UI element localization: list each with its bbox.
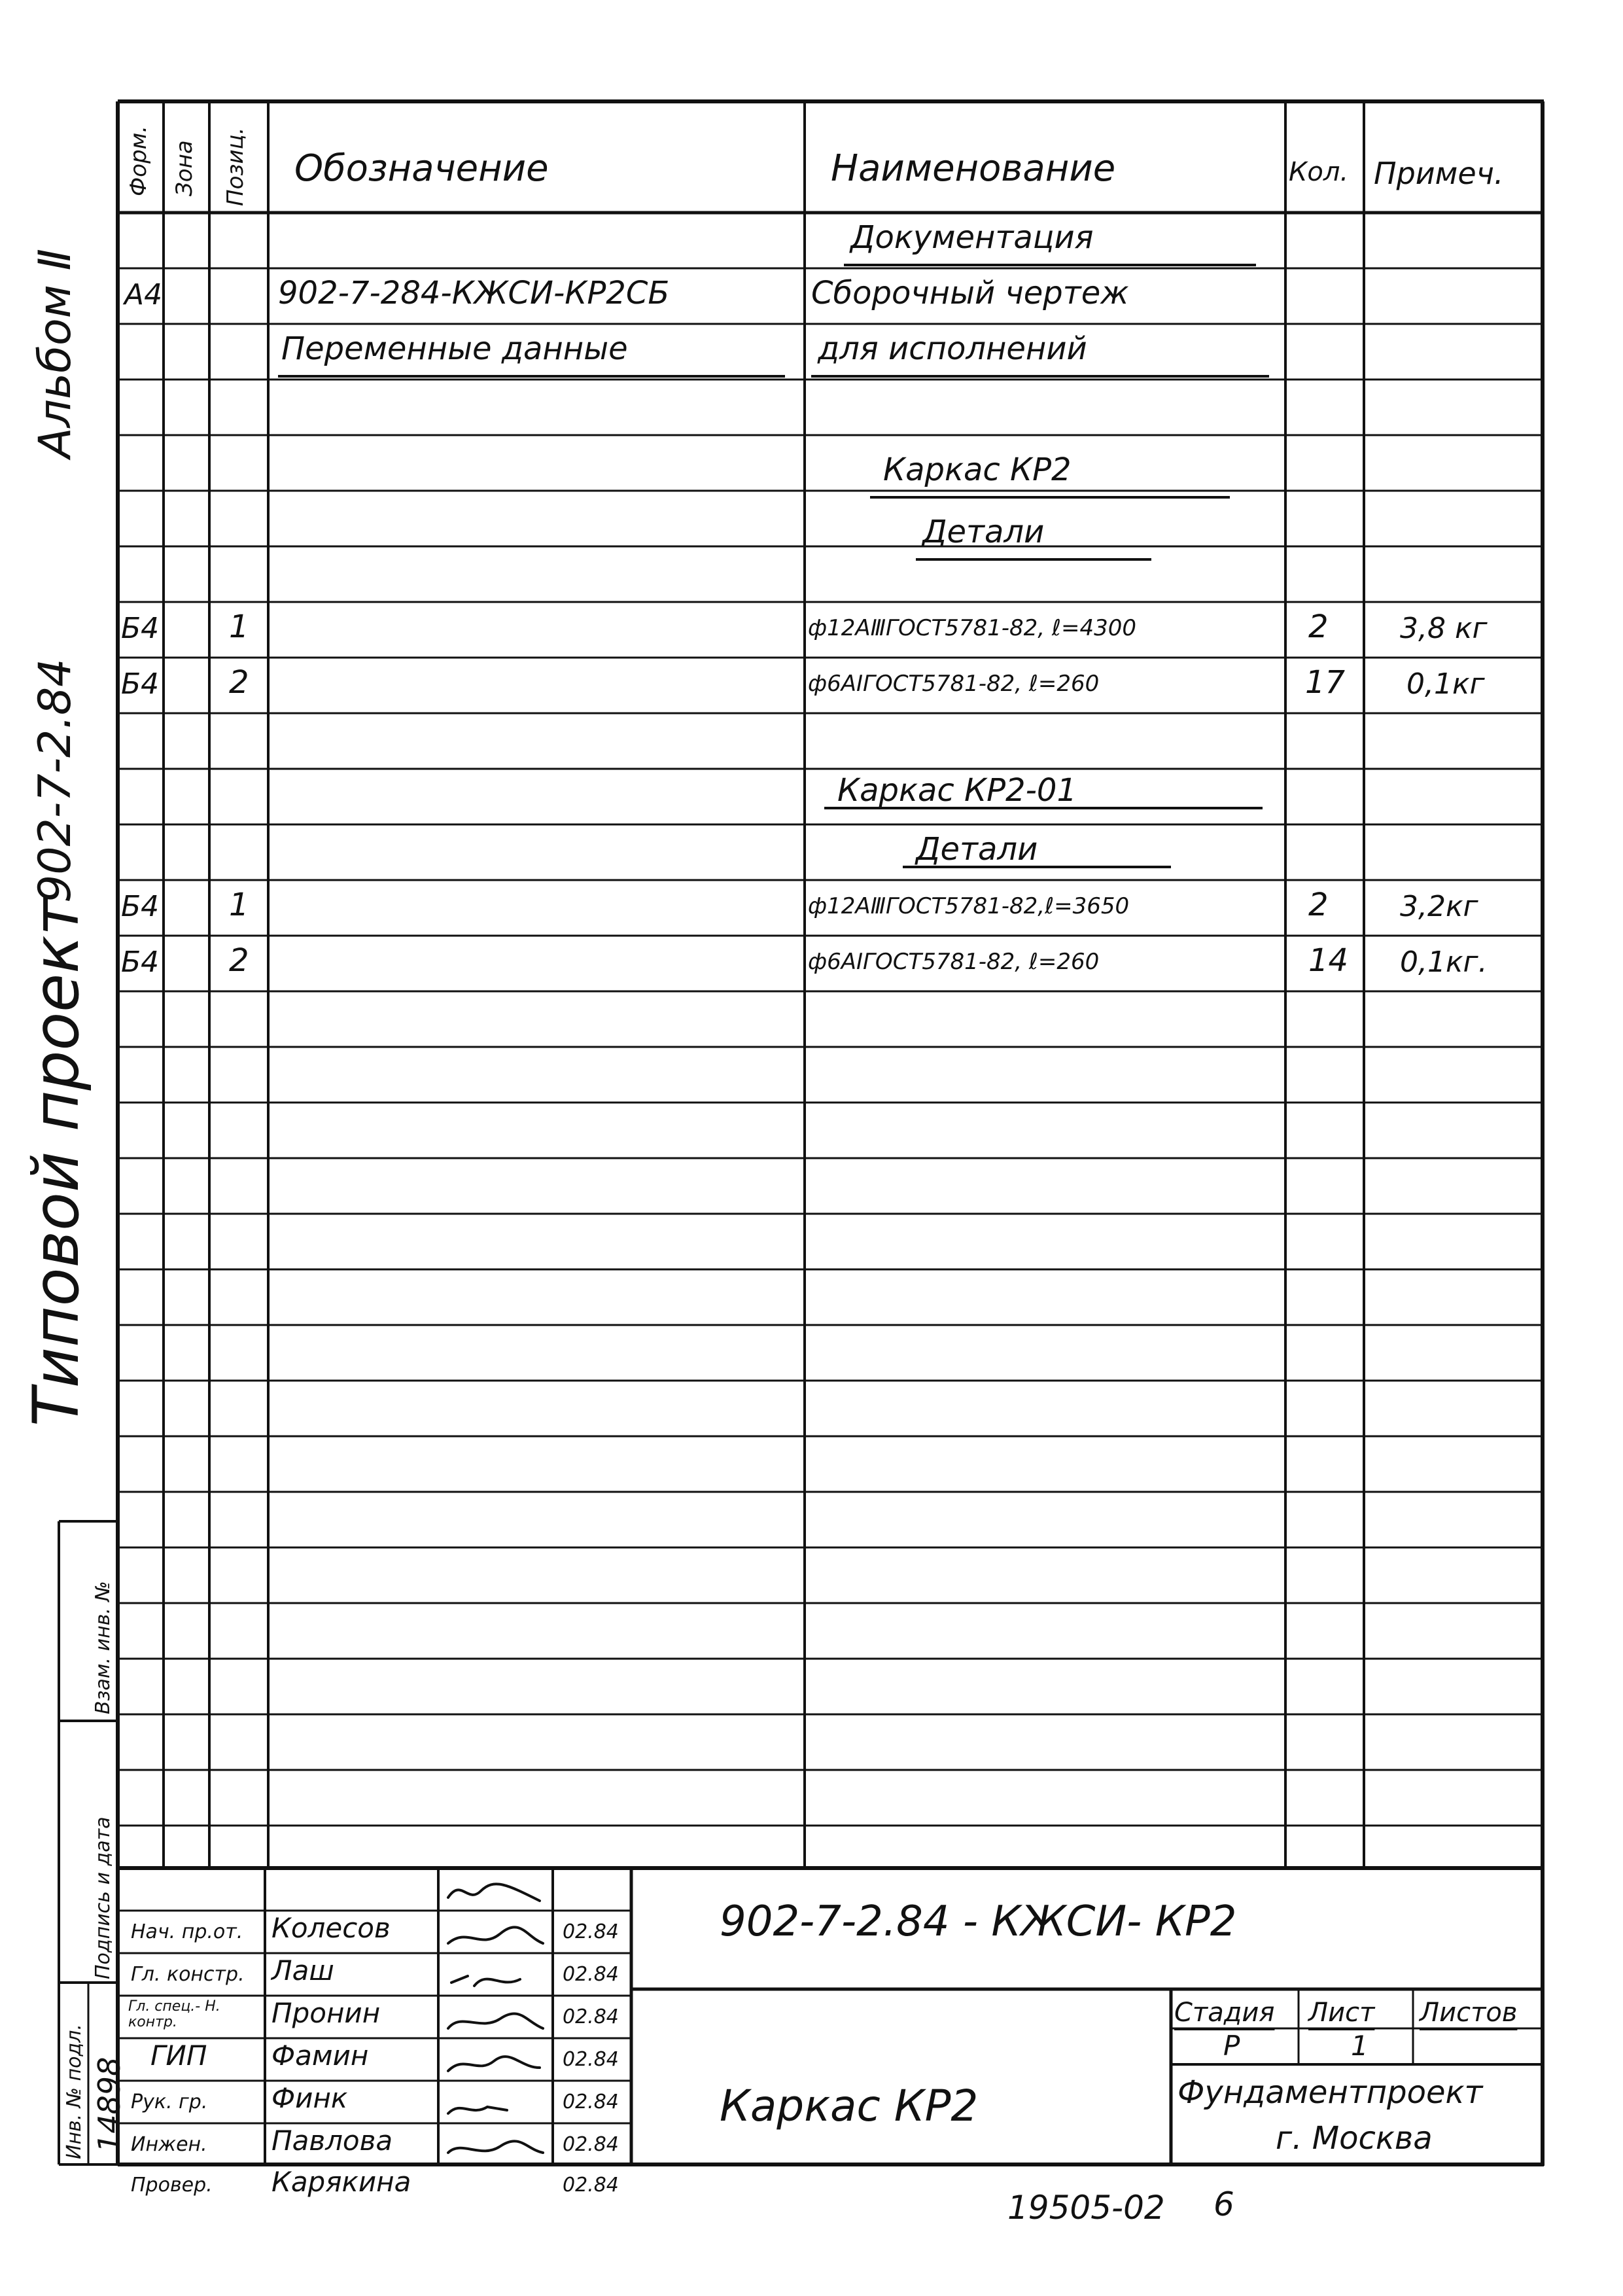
row-qty: 2	[1308, 609, 1329, 645]
row-name: Детали	[916, 831, 1038, 868]
staff-name: Финк	[271, 2082, 348, 2114]
staff-date: 02.84	[563, 2005, 619, 2028]
staff-role: Гл. констр.	[131, 1963, 245, 1986]
header-position: Позиц.	[222, 127, 249, 206]
header-note: Примеч.	[1374, 156, 1504, 191]
sheet-value: 1	[1351, 2030, 1369, 2062]
stage-value: Р	[1223, 2030, 1240, 2062]
signature-scribble	[448, 1927, 543, 1943]
staff-name: Колесов	[271, 1912, 391, 1944]
row-note: 3,8 кг	[1400, 612, 1488, 645]
inv-orig-label: Инв. № подл.	[63, 2024, 86, 2159]
row-format: Б4	[121, 945, 160, 979]
sheets-label: Листов	[1420, 1998, 1518, 2028]
staff-date: 02.84	[563, 2091, 619, 2113]
header-format: Форм.	[126, 125, 152, 196]
signature-scribble	[448, 2107, 507, 2113]
staff-date: 02.84	[563, 1920, 619, 1943]
project-type-label: Типовой проект	[20, 898, 93, 1426]
signature-scribble	[448, 2013, 543, 2028]
row-position: 1	[229, 609, 249, 645]
staff-date: 02.84	[563, 1963, 619, 1986]
row-qty: 2	[1308, 887, 1329, 923]
row-name: ф12АⅢГОСТ5781-82, ℓ=4300	[808, 615, 1136, 641]
staff-role: Рук. гр.	[131, 2091, 208, 2113]
staff-name: Лаш	[271, 1954, 334, 1987]
row-note: 0,1кг	[1406, 667, 1485, 701]
album-label: Альбом Ⅱ	[29, 249, 81, 458]
row-designation: Переменные данные	[281, 330, 628, 367]
sheet-label: Лист	[1308, 1998, 1375, 2028]
signature-scribble	[448, 2057, 540, 2071]
staff-name: Фамин	[271, 2040, 369, 2072]
row-name: Каркас КР2	[883, 451, 1072, 488]
header-qty: Кол.	[1289, 157, 1349, 187]
staff-name: Карякина	[271, 2166, 411, 2198]
row-designation: 902-7-284-КЖСИ-КР2СБ	[278, 275, 670, 311]
row-format: Б4	[121, 612, 160, 645]
signature-scribble	[451, 1976, 520, 1986]
row-format: А4	[124, 278, 163, 311]
row-position: 2	[229, 664, 249, 701]
row-name: Сборочный чертеж	[811, 275, 1129, 311]
header-designation: Обозначение	[294, 147, 549, 190]
row-name: ф6АⅠГОСТ5781-82, ℓ=260	[808, 949, 1100, 975]
row-position: 1	[229, 887, 249, 923]
row-format: Б4	[121, 890, 160, 923]
project-code-side: 902-7-2.84	[29, 658, 81, 903]
staff-name: Пронин	[271, 1997, 381, 2029]
row-qty: 17	[1305, 664, 1346, 701]
page-number: 6	[1213, 2185, 1234, 2223]
row-qty: 14	[1308, 942, 1349, 979]
row-name: ф12АⅢГОСТ5781-82,ℓ=3650	[808, 893, 1130, 919]
row-note: 0,1кг.	[1400, 945, 1488, 979]
object-name: Каркас КР2	[720, 2081, 979, 2131]
staff-name: Павлова	[271, 2125, 393, 2157]
row-name: Каркас КР2-01	[837, 772, 1077, 809]
row-note: 3,2кг	[1400, 890, 1478, 923]
row-position: 2	[229, 942, 249, 979]
staff-date: 02.84	[563, 2174, 619, 2197]
city: г. Москва	[1276, 2120, 1433, 2157]
staff-role: Нач. пр.от.	[131, 1920, 243, 1943]
inv-number: 14898	[92, 2057, 127, 2153]
sign-date-label: Подпись и дата	[92, 1816, 114, 1979]
staff-date: 02.84	[563, 2133, 619, 2156]
row-name: Документация	[850, 219, 1094, 256]
row-name: Детали	[922, 514, 1045, 550]
staff-role: Провер.	[131, 2174, 213, 2197]
row-name: ф6АⅠГОСТ5781-82, ℓ=260	[808, 671, 1100, 697]
stage-label: Стадия	[1174, 1998, 1275, 2028]
signature-scribble	[448, 2141, 543, 2153]
signatures-column	[442, 1871, 550, 2163]
header-zone: Зона	[171, 140, 198, 196]
staff-role: Гл. спец.- Н. контр.	[128, 1998, 220, 2030]
drawing-code: 902-7-2.84 - КЖСИ- КР2	[720, 1898, 1237, 1946]
inv-replace-label: Взам. инв. №	[92, 1581, 114, 1714]
staff-role: ГИП	[150, 2040, 207, 2072]
row-name: для исполнений	[818, 330, 1087, 367]
row-format: Б4	[121, 667, 160, 701]
staff-date: 02.84	[563, 2048, 619, 2071]
signature-scribble	[448, 1884, 540, 1901]
doc-number: 19505-02	[1007, 2189, 1165, 2227]
organization: Фундаментпроект	[1178, 2074, 1483, 2111]
staff-role: Инжен.	[131, 2133, 207, 2156]
header-name: Наименование	[831, 147, 1116, 190]
